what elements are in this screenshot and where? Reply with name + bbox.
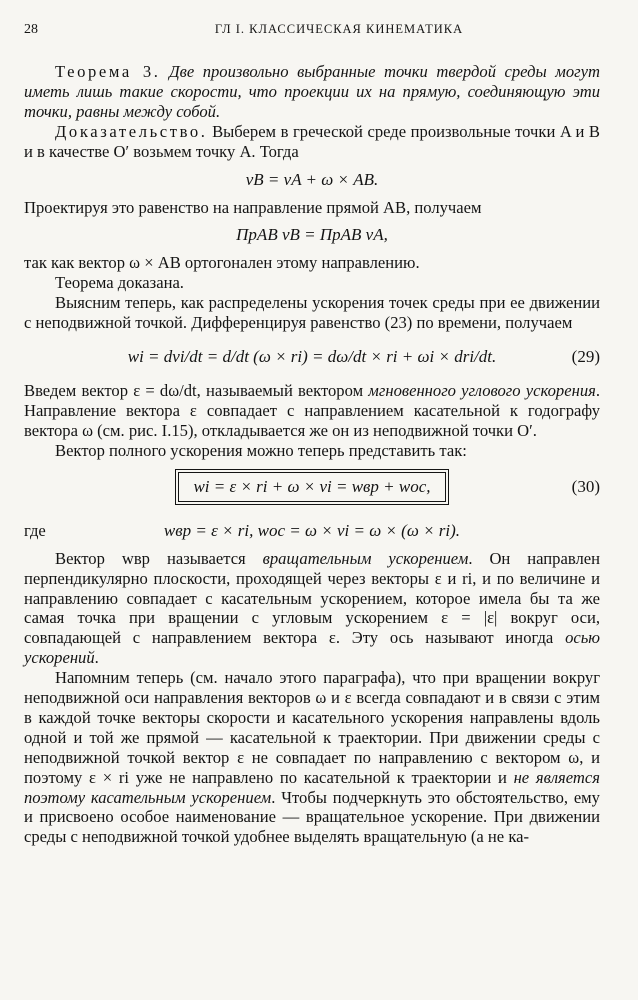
angular-acc-text-a: Введем вектор ε = dω/dt, называемый вектором [24, 381, 369, 401]
proof-lead: Доказательство. [55, 121, 208, 141]
equation-29-body: wi = dvi/dt = d/dt (ω × ri) = dω/dt × ri + ωi × dri/dt. [127, 347, 497, 367]
theorem-3 [24, 62, 600, 122]
rot-text-b: . Он направлен перпендикулярно плоскости, проходящей через векторы ε и ri, и по величине и направлению совпадает с касательным ускорением, которое имела бы та же самая точка при вращении с угловым ускорением ε = |ε| вокруг оси, совпадающей с направлением вектора ε. Эту ось называют иногда [24, 548, 600, 648]
recall-text-a: Напомним теперь (см. начало этого параграфа), что при вращении вокруг неподвижной оси направления векторов ω и ε всегда совпадают и в связи с этим в каждой точке векторы скорости и касательного ускорения направлены вдоль одной и той же прямой — касательной к траектории. При движении среды с неподвижной точкой вектор ε не совпадает по направлению с вектором ω, и поэтому ε × ri уже не направлено по касательной к траектории и [24, 668, 600, 787]
where-row [24, 513, 600, 549]
where-label: где [24, 520, 46, 540]
equation-30-box: wi = ε × ri + ω × vi = wвр + wос, [178, 472, 445, 502]
qed-paragraph: Теорема доказана. [55, 273, 184, 293]
angular-acc-text-b: . Направление вектора ε совпадает с направлением касательной к годографу вектора ω (см. рис. I.15), откладывается же он из неподвижной точки O′. [24, 381, 600, 440]
angular-acceleration-paragraph [24, 381, 600, 441]
proof-paragraph [24, 122, 600, 162]
proof-text: Выберем в греческой среде произвольные точки A и B и в качестве O′ возьмем точку A. Тогда [24, 121, 601, 161]
page-number: 28 [24, 22, 38, 37]
equation-projection: ПрAB vB = ПрAB vA, [236, 225, 388, 245]
acceleration-intro-paragraph: Выясним теперь, как распределены ускорения точек среды при ее движении с неподвижной точкой. Дифференцируя равенство (23) по времени, получаем [24, 293, 600, 333]
rotational-acceleration-paragraph [24, 549, 600, 668]
orthogonal-paragraph: так как вектор ω × AB ортогонален этому направлению. [24, 253, 420, 273]
equation-29 [24, 333, 600, 381]
page-body [24, 62, 600, 847]
equation-where: wвр = ε × ri, wос = ω × vi = ω × (ω × ri). [163, 520, 461, 540]
running-header [24, 22, 614, 37]
full-acceleration-paragraph: Вектор полного ускорения можно теперь представить так: [55, 440, 467, 460]
rot-text-c: . [94, 648, 99, 668]
axis-term: осью ускорений [24, 628, 600, 668]
equation-velocity: vB = vA + ω × AB. [245, 169, 379, 189]
equation-30 [24, 461, 600, 513]
recall-term: не является поэтому касательным ускорением [24, 767, 600, 807]
equation-29-number: (29) [571, 347, 600, 367]
equation-30-number: (30) [571, 476, 600, 496]
rot-term: вращательным ускорением [262, 548, 469, 568]
recall-paragraph [24, 668, 600, 847]
projection-paragraph: Проектируя это равенство на направление прямой AB, получаем [24, 197, 482, 217]
rot-text-a: Вектор wвр называется [55, 548, 263, 568]
theorem-statement: Две произвольно выбранные точки твердой среды могут иметь лишь такие скорости, что проекции их на прямую, соединяющую эти точки, равны между собой. [24, 62, 600, 121]
theorem-lead: Теорема 3. [55, 62, 161, 81]
angular-acc-term: мгновенного углового ускорения [368, 381, 596, 401]
recall-text-b: . Чтобы подчеркнуть это обстоятельство, ему и присвоено особое наименование — вращательное ускорение. При движении среды с неподвижной точкой удобнее выделять вращательную (а не ка- [24, 787, 600, 847]
running-title: ГЛ І. КЛАССИЧЕСКАЯ КИНЕМАТИКА [214, 22, 464, 36]
